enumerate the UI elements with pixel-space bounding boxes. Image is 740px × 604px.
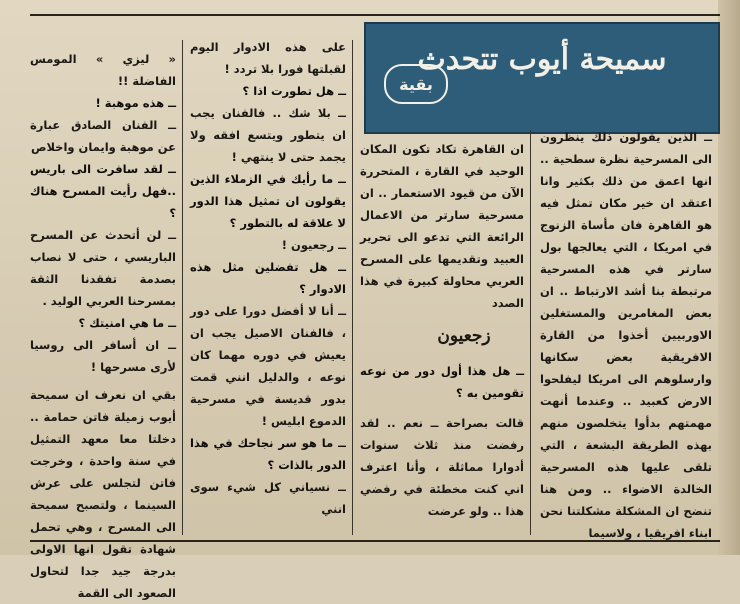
question: ــ ما هو سر نجاحك في هذا الدور بالذات ؟	[190, 436, 346, 472]
column-4-intro: « ليزي » المومس الفاضلة !!	[30, 52, 176, 88]
column-1-text: ــ الذين يقولون ذلك ينظرون الى المسرحية نظرة سطحية .. انها اعمق من ذلك بكثير وانا اعتقد ان خير مكان تمثل فيه هو القاهرة فان مأساة الزنوج في امريكا ، التي يعالجها بول سارتر في هذه المسرحية مرتبطة بنا أشد الارتباط .. ان بعض المغامرين والمستغلين الاوربيين أخذوا من القارة الافريقية بعض سكانها وارسلوهم الى امريكا ليفلحوا الارض كعبيد .. وعندما أنهت مهمتهم بدأوا يتخلصون منهم بهذه الطريقة البشعة ، التي تلقى عليها هذه المسرحية الخالدة الاضواء .. ومن هنا تنضح ان المشكلة مشكلتنا نحن ابناء افريقيا ، ولاسيما	[540, 130, 712, 540]
column-rule-1	[530, 130, 531, 535]
column-3	[190, 36, 346, 520]
column-3-intro: على هذه الادوار اليوم لقبلتها فورا بلا تردد !	[190, 40, 346, 76]
headline: سميحة أيوب تتحدث	[417, 42, 667, 77]
question: ــ ما رأيك في الزملاء الذين يقولون ان تمثيل هذا الدور لا علاقة له بالتطور ؟	[190, 172, 346, 230]
answer: ــ نسياني كل شيء سوى انني	[190, 480, 346, 516]
answer: ــ بلا شك .. فالفنان يجب ان يتطور ويتسع افقه ولا يجمد حتى لا ينتهي !	[190, 106, 346, 164]
answer: ــ ان أسافر الى روسيا لأرى مسرحها !	[30, 338, 176, 374]
question: ــ هل هذا أول دور من نوعه تقومين به ؟	[360, 364, 524, 400]
column-rule-2	[352, 40, 353, 535]
question: ــ هل تفضلين مثل هذه الادوار ؟	[190, 260, 346, 296]
page-spine	[718, 0, 740, 555]
question: ــ هذه موهبة !	[95, 96, 176, 110]
subheading: زجعيون	[437, 326, 491, 346]
question: ــ لقد سافرت الى باريس ..فهل رأيت المسرح هناك ؟	[30, 162, 176, 220]
top-rule	[30, 14, 720, 16]
continued-tag: بقية	[384, 64, 448, 104]
column-2	[360, 138, 524, 314]
answer: ــ رجعيون !	[281, 238, 346, 252]
column-rule-3	[182, 40, 183, 535]
column-4-closing: بقي ان نعرف ان سميحة أيوب زميلة فاتن حمامة .. دخلتا معا معهد التمثيل في سنة واحدة ، وخرجت فاتن لتجلس على عرش السينما ، ولتصبح سميحة الى المسرح ، وهي تحمل شهادة تقول انها الاولى بدرجة جيد جدا لتحاول الصعود الى القمة	[30, 388, 176, 600]
question: ــ هل تطورت اذا ؟	[242, 84, 346, 98]
column-2-lower	[360, 360, 524, 522]
column-1	[540, 126, 712, 544]
answer: ــ أنا لا أفضل دورا على دور ، فالفنان الاصيل يجب ان يعيش في دوره مهما كان نوعه ، والدليل انني قمت بدور قديسة في مسرحية الدموع ابليس !	[190, 304, 346, 428]
answer: ــ لن أتحدث عن المسرح الباريسي ، حتى لا نصاب بصدمة تفقدنا الثقة بمسرحنا العربي الوليد .	[30, 228, 176, 308]
answer: ــ الفنان الصادق عبارة عن موهبة وايمان واخلاص	[30, 118, 176, 154]
column-4	[30, 48, 176, 604]
answer: قالت بصراحة ــ نعم .. لقد رفضت منذ ثلاث سنوات أدوارا مماثلة ، وأنا اعترف اني كنت مخطئة في رفضي هذا .. ولو عرضت	[360, 416, 524, 518]
column-2-text: ان القاهرة تكاد تكون المكان الوحيد في القارة ، المتحررة الآن من قيود الاستعمار .. ان مسرحية سارتر من الاعمال الرائعة التي تدعو الى تحرير العبيد وتقديمها على المسرح العربي محاولة كبيرة في هذا الصدد	[360, 142, 524, 310]
question: ــ ما هي امنيتك ؟	[78, 316, 176, 330]
